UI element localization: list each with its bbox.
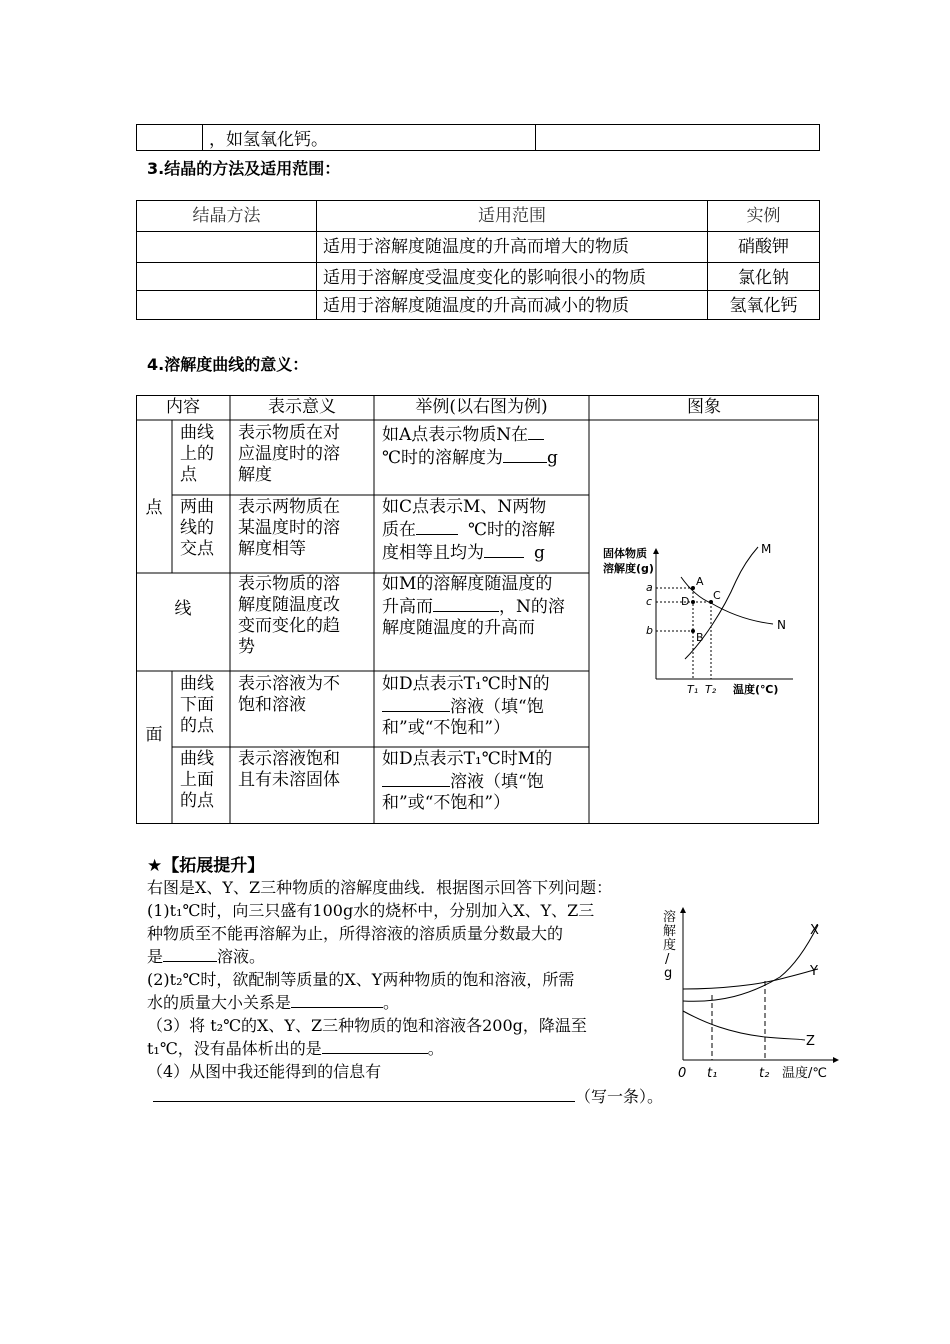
r2-example: 如C点表示M、N两物 质在 ℃时的溶解 度相等且均为 g bbox=[382, 497, 556, 563]
intro: 右图是X、Y、Z三种物质的溶解度曲线．根据图示回答下列问题： bbox=[147, 878, 613, 897]
g1-label-n: N bbox=[777, 618, 786, 632]
q4-line2: （写一条）。 bbox=[147, 1085, 663, 1108]
q2-line1: (2)t₂℃时，欲配制等质量的X、Y两种物质的饱和溶液，所需 bbox=[147, 970, 575, 989]
scope-3: 适用于溶解度随温度的升高而减小的物质 bbox=[317, 291, 708, 320]
r2-sub: 两曲 线的 交点 bbox=[180, 497, 214, 559]
r4-meaning: 表示溶液为不 饱和溶液 bbox=[238, 674, 340, 715]
g2-label-y: Y bbox=[810, 964, 818, 979]
g1-point-c: C bbox=[713, 589, 721, 602]
crystallization-table bbox=[136, 200, 820, 320]
r5-example: 如D点表示T₁℃时M的 溶液（填“饱 和”或“不饱和”） bbox=[382, 749, 553, 813]
g2-label-x: X bbox=[810, 923, 819, 938]
q1-line1: (1)t₁℃时，向三只盛有100g水的烧杯中，分别加入X、Y、Z三 bbox=[147, 901, 595, 920]
q4-line1: （4）从图中我还能得到的信息有 bbox=[147, 1062, 382, 1081]
r1-example: 如A点表示物质N在 ℃时的溶解度为 g bbox=[382, 425, 558, 468]
th-content: 内容 bbox=[166, 397, 200, 417]
solubility-graph-xyz bbox=[660, 905, 840, 1085]
g1-tick-t1: T₁ bbox=[687, 683, 699, 696]
g2-ylabel-1: 溶 bbox=[663, 910, 677, 925]
g1-tick-c: c bbox=[646, 595, 653, 608]
q3-line2: t₁℃，没有晶体析出的是 。 bbox=[147, 1039, 444, 1058]
example-2: 氯化钠 bbox=[708, 263, 820, 291]
g2-tick-t1: t₁ bbox=[707, 1066, 718, 1081]
method-blank-2 bbox=[137, 263, 317, 291]
g1-ylabel-2: 溶解度(g) bbox=[603, 562, 654, 575]
g1-xlabel: 温度(℃) bbox=[733, 683, 779, 696]
method-blank-1 bbox=[137, 232, 317, 263]
g1-tick-t2: T₂ bbox=[705, 683, 717, 696]
label-point: 点 bbox=[145, 498, 163, 518]
g1-tick-b: b bbox=[646, 624, 653, 637]
th-example: 举例(以右图为例) bbox=[415, 397, 548, 417]
scope-1: 适用于溶解度随温度的升高而增大的物质 bbox=[317, 232, 708, 263]
header-method: 结晶方法 bbox=[137, 201, 317, 232]
g2-curve-y bbox=[683, 969, 818, 989]
top-cell-empty-1 bbox=[137, 125, 203, 151]
g2-curve-x bbox=[683, 925, 818, 1001]
example-1: 硝酸钾 bbox=[708, 232, 820, 263]
g2-xlabel: 温度/℃ bbox=[782, 1066, 827, 1081]
top-table bbox=[136, 124, 820, 151]
r1-meaning: 表示物质在对 应温度时的溶 解度 bbox=[238, 423, 340, 485]
header-example: 实例 bbox=[708, 201, 820, 232]
g1-point-b: B bbox=[696, 631, 704, 644]
g2-curve-z bbox=[683, 1011, 805, 1040]
r5-meaning: 表示溶液饱和 且有未溶固体 bbox=[238, 749, 340, 790]
g2-ylabel-3: 度 bbox=[663, 938, 677, 953]
top-cell-text: ，如氢氧化钙。 bbox=[203, 125, 536, 151]
section5-heading: ★【拓展提升】 bbox=[147, 856, 265, 876]
q1-line2: 种物质至不能再溶解为止，所得溶液的溶质质量分数最大的 bbox=[147, 924, 564, 943]
g2-label-z: Z bbox=[806, 1034, 815, 1049]
g1-tick-a: a bbox=[646, 581, 653, 594]
label-surface: 面 bbox=[145, 725, 163, 745]
g1-point-a: A bbox=[696, 575, 704, 588]
r2-meaning: 表示两物质在 某温度时的溶 解度相等 bbox=[238, 497, 340, 559]
g1-label-m: M bbox=[761, 542, 772, 556]
q2-line2: 水的质量大小关系是 。 bbox=[147, 993, 400, 1012]
solubility-meaning-table bbox=[136, 395, 819, 824]
g1-point-d: D bbox=[681, 595, 690, 608]
r3-example: 如M的溶解度随温度的 升高而 ，N的溶 解度随温度的升高而 bbox=[382, 574, 565, 638]
g2-origin: 0 bbox=[678, 1066, 687, 1081]
r3-meaning: 表示物质的溶 解度随温度改 变而变化的趋 势 bbox=[238, 574, 340, 657]
r4-example: 如D点表示T₁℃时N的 溶液（填“饱 和”或“不饱和”） bbox=[382, 674, 550, 738]
r5-sub: 曲线 上面 的点 bbox=[180, 749, 214, 811]
section4-heading: 4.溶解度曲线的意义： bbox=[147, 355, 309, 374]
solubility-graph-mn bbox=[603, 541, 803, 701]
th-meaning: 表示意义 bbox=[268, 397, 336, 417]
header-scope: 适用范围 bbox=[317, 201, 708, 232]
g2-ylabel-2: 解 bbox=[663, 924, 677, 939]
section5-text bbox=[147, 876, 663, 1108]
method-blank-3 bbox=[137, 291, 317, 320]
label-line: 线 bbox=[174, 599, 192, 619]
g1-ylabel-1: 固体物质 bbox=[603, 547, 647, 560]
g2-ylabel-5: g bbox=[664, 966, 673, 981]
scope-2: 适用于溶解度受温度变化的影响很小的物质 bbox=[317, 263, 708, 291]
r4-sub: 曲线 下面 的点 bbox=[180, 674, 214, 736]
q1-line3: 是 溶液。 bbox=[147, 947, 266, 966]
th-graph: 图象 bbox=[687, 397, 721, 417]
example-3: 氢氧化钙 bbox=[708, 291, 820, 320]
r1-sub: 曲线 上的 点 bbox=[180, 423, 214, 485]
q3-line1: （3）将 t₂℃的X、Y、Z三种物质的饱和溶液各200g，降温至 bbox=[147, 1016, 587, 1035]
top-cell-empty-2 bbox=[536, 125, 820, 151]
g2-tick-t2: t₂ bbox=[759, 1066, 770, 1081]
section3-heading: 3.结晶的方法及适用范围： bbox=[147, 159, 341, 178]
g2-ylabel-4: / bbox=[665, 952, 670, 967]
